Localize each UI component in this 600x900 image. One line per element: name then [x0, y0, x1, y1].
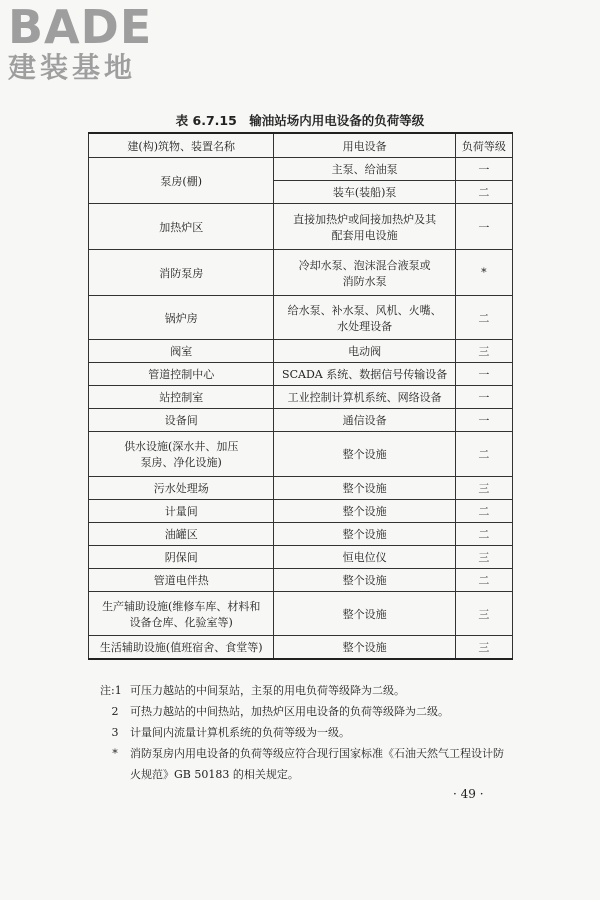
- equipment-cell: 装车(装船)泵: [274, 181, 455, 204]
- note-marker: 3: [111, 726, 119, 739]
- logo: [8, 0, 178, 84]
- facility-cell: 阀室: [89, 340, 274, 363]
- facility-cell: 管道电伴热: [89, 569, 274, 592]
- facility-cell: 供水设施(深水井、加压 泵房、净化设施): [89, 432, 274, 477]
- page-number: · 49 ·: [453, 787, 484, 801]
- table-row: [89, 569, 513, 592]
- grade-cell: *: [455, 250, 512, 296]
- grade-cell: 三: [455, 546, 512, 569]
- equipment-cell: 整个设施: [274, 432, 455, 477]
- grade-cell: 二: [455, 181, 512, 204]
- table-row: [89, 592, 513, 636]
- notes: [100, 680, 510, 785]
- equipment-cell: 整个设施: [274, 569, 455, 592]
- equipment-cell: 冷却水泵、泡沫混合液泵或 消防水泵: [274, 250, 455, 296]
- facility-cell: 生活辅助设施(值班宿舍、食堂等): [89, 636, 274, 659]
- equipment-cell: SCADA 系统、数据信号传输设备: [274, 363, 455, 386]
- grade-cell: 一: [455, 363, 512, 386]
- table-row: [89, 546, 513, 569]
- note-item: [100, 680, 510, 701]
- table-title: 表 6.7.15 输油站场内用电设备的负荷等级: [175, 113, 425, 128]
- table-row: [89, 386, 513, 409]
- note-item: [100, 722, 510, 743]
- equipment-cell: 给水泵、补水泵、风机、火嘴、 水处理设备: [274, 296, 455, 340]
- facility-cell: 加热炉区: [89, 204, 274, 250]
- equipment-cell: 整个设施: [274, 636, 455, 659]
- table-body: [89, 158, 513, 659]
- equipment-cell: 恒电位仪: [274, 546, 455, 569]
- column-header-facility: 建(构)筑物、装置名称: [89, 133, 274, 158]
- facility-cell: 消防泵房: [89, 250, 274, 296]
- facility-cell: 设备间: [89, 409, 274, 432]
- table-row: [89, 296, 513, 340]
- grade-cell: 一: [455, 204, 512, 250]
- grade-cell: 二: [455, 569, 512, 592]
- equipment-cell: 整个设施: [274, 592, 455, 636]
- note-item: [100, 743, 510, 785]
- facility-cell: 阴保间: [89, 546, 274, 569]
- equipment-cell: 通信设备: [274, 409, 455, 432]
- table-row: [89, 158, 513, 181]
- table-row: [89, 340, 513, 363]
- facility-cell: 污水处理场: [89, 477, 274, 500]
- grade-cell: 一: [455, 386, 512, 409]
- column-header-equipment: 用电设备: [274, 133, 455, 158]
- grade-cell: 二: [455, 432, 512, 477]
- column-header-grade: 负荷等级: [455, 133, 512, 158]
- grade-cell: 三: [455, 477, 512, 500]
- table-row: [89, 432, 513, 477]
- grade-cell: 一: [455, 158, 512, 181]
- equipment-cell: 电动阀: [274, 340, 455, 363]
- note-text: 可热力越站的中间热站，加热炉区用电设备的负荷等级降为二级。: [130, 705, 449, 718]
- facility-cell: 管道控制中心: [89, 363, 274, 386]
- grade-cell: 三: [455, 636, 512, 659]
- grade-cell: 二: [455, 523, 512, 546]
- grade-cell: 二: [455, 296, 512, 340]
- load-grade-table: [88, 132, 513, 660]
- facility-cell: 站控制室: [89, 386, 274, 409]
- table-row: [89, 500, 513, 523]
- note-marker: *: [112, 747, 118, 760]
- note-marker: 注:1: [100, 684, 122, 697]
- note-marker: 2: [111, 705, 119, 718]
- grade-cell: 三: [455, 340, 512, 363]
- equipment-cell: 工业控制计算机系统、网络设备: [274, 386, 455, 409]
- table-header-row: [89, 133, 513, 158]
- table-row: [89, 636, 513, 659]
- grade-cell: 一: [455, 409, 512, 432]
- logo-main-text: BADE: [8, 0, 153, 54]
- note-item: [100, 701, 510, 722]
- table-row: [89, 204, 513, 250]
- table-row: [89, 250, 513, 296]
- note-text: 消防泵房内用电设备的负荷等级应符合现行国家标准《石油天然气工程设计防火规范》GB 50183 的相关规定。: [130, 747, 504, 781]
- table-row: [89, 523, 513, 546]
- equipment-cell: 整个设施: [274, 523, 455, 546]
- grade-cell: 三: [455, 592, 512, 636]
- table-row: [89, 409, 513, 432]
- facility-cell: 油罐区: [89, 523, 274, 546]
- equipment-cell: 主泵、给油泵: [274, 158, 455, 181]
- grade-cell: 二: [455, 500, 512, 523]
- facility-cell: 泵房(棚): [89, 158, 274, 204]
- table-row: [89, 477, 513, 500]
- facility-cell: 锅炉房: [89, 296, 274, 340]
- equipment-cell: 整个设施: [274, 477, 455, 500]
- note-text: 可压力越站的中间泵站，主泵的用电负荷等级降为二级。: [130, 684, 405, 697]
- table-row: [89, 363, 513, 386]
- logo-sub-text: 建装基地: [8, 51, 137, 84]
- equipment-cell: 直接加热炉或间接加热炉及其 配套用电设施: [274, 204, 455, 250]
- facility-cell: 计量间: [89, 500, 274, 523]
- equipment-cell: 整个设施: [274, 500, 455, 523]
- note-text: 计量间内流量计算机系统的负荷等级为一级。: [130, 726, 350, 739]
- facility-cell: 生产辅助设施(维修车库、材料和 设备仓库、化验室等): [89, 592, 274, 636]
